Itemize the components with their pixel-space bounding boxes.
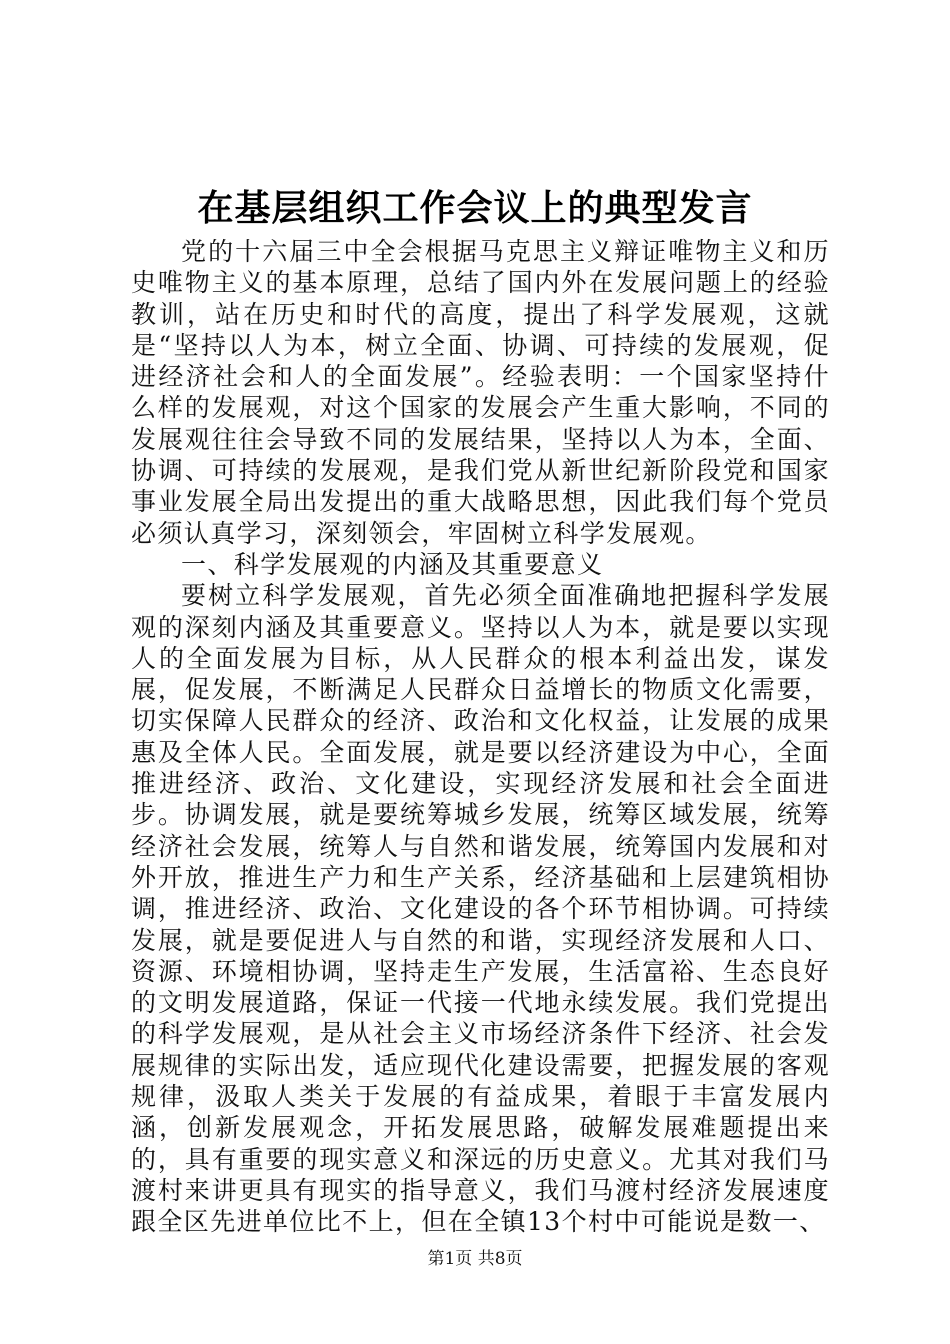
paragraph-section-one: 要树立科学发展观，首先必须全面准确地把握科学发展观的深刻内涵及其重要意义。坚持以人为本，就是要以实现人的全面发展为目标，从人民群众的根本利益出发，谋发展，促发展，不断满足人民群众日益增长的物质文化需要，切实保障人民群众的经济、政治和文化权益，让发展的成果惠及全体人民。全面发展，就是要以经济建设为中心，全面推进经济、政治、文化建设，实现经济发展和社会全面进步。协调发展，就是要统筹城乡发展，统筹区域发展，统筹经济社会发展，统筹人与自然和谐发展，统筹国内发展和对外开放，推进生产力和生产关系，经济基础和上层建筑相协调，推进经济、政治、文化建设的各个环节相协调。可持续发展，就是要促进人与自然的和谐，实现经济发展和人口、资源、环境相协调，坚持走生产发展，生活富裕、生态良好的文明发展道路，保证一代接一代地永续发展。我们党提出的科学发展观，是从社会主义市场经济条件下经济、社会发展规律的实际出发，适应现代化建设需要，把握发展的客观规律，汲取人类关于发展的有益成果，着眼于丰富发展内涵，创新发展观念，开拓发展思路，破解发展难题提出来的，具有重要的现实意义和深远的历史意义。尤其对我们马渡村来讲更具有现实的指导意义，我们马渡村经济发展速度跟全区先进单位比不上，但在全镇13个村中可能说是数一、 (131, 581, 830, 1237)
section-heading: 一、科学发展观的内涵及其重要意义 (181, 549, 604, 579)
paragraph-intro: 党的十六届三中全会根据马克思主义辩证唯物主义和历史唯物主义的基本原理，总结了国内外在发展问题上的经验教训，站在历史和时代的高度，提出了科学发展观，这就是“坚持以人为本，树立全面、协调、可持续的发展观，促进经济社会和人的全面发展”。经验表明：一个国家坚持什么样的发展观，对这个国家的发展会产生重大影响，不同的发展观往往会导致不同的发展结果，坚持以人为本，全面、协调、可持续的发展观，是我们党从新世纪新阶段党和国家事业发展全局出发提出的重大战略思想，因此我们每个党员必须认真学习，深刻领会，牢固树立科学发展观。 (131, 237, 830, 548)
page-number-footer: 第1页 共8页 (427, 1249, 523, 1269)
document-title: 在基层组织工作会议上的典型发言 (197, 187, 753, 229)
document-body (131, 236, 830, 1238)
